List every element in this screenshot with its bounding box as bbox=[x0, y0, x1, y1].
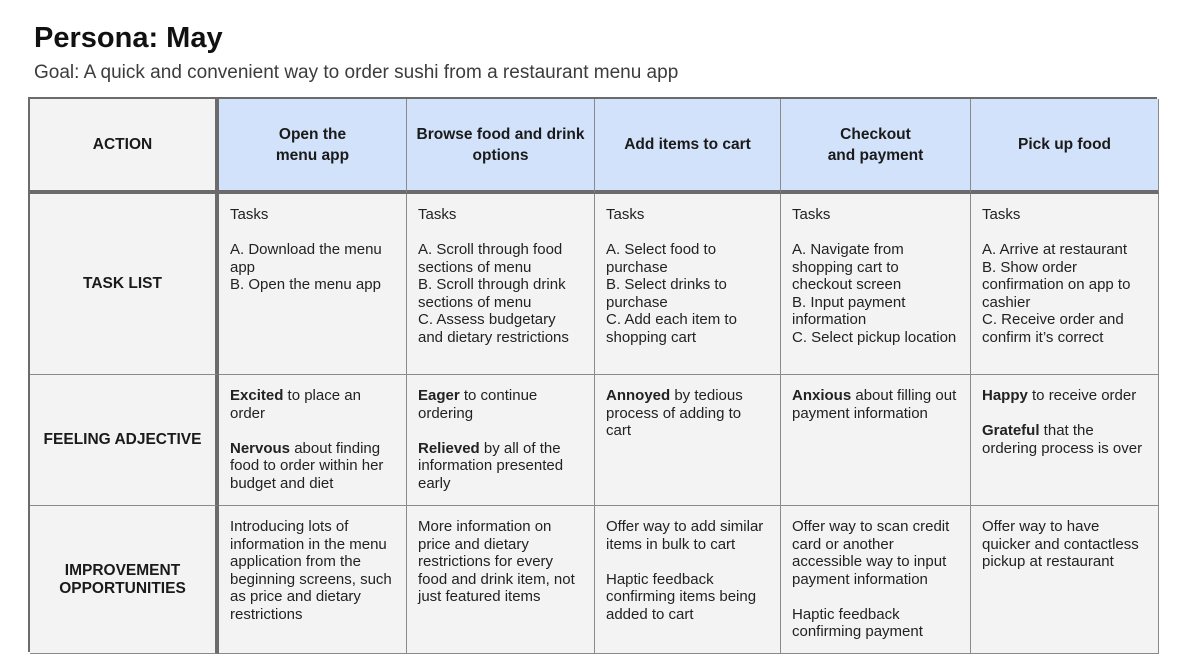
tasks-heading: Tasks bbox=[606, 206, 645, 223]
task-a: A. Arrive at restaurant bbox=[982, 241, 1128, 258]
column-header-checkout bbox=[781, 99, 971, 194]
task-b: B. Input payment information bbox=[792, 293, 906, 328]
feeling-word: Eager bbox=[418, 387, 460, 404]
column-header-line1: Add items to cart bbox=[624, 136, 751, 153]
column-header-line1: Pick up food bbox=[1018, 136, 1111, 153]
task-cell bbox=[971, 194, 1159, 375]
feeling-text: to receive order bbox=[1027, 387, 1137, 404]
improvement-text: More information on price and dietary restrictions for every food and drink item, not just featured items bbox=[418, 518, 575, 605]
task-b: B. Show order confirmation on app to cashier bbox=[982, 258, 1131, 311]
feeling-word: Nervous bbox=[230, 439, 291, 457]
improvement-cell bbox=[971, 506, 1159, 654]
task-cell bbox=[219, 194, 407, 375]
improvement-text: Introducing lots of information in the menu application from the beginning screens, such as price and dietary restrictions bbox=[230, 518, 392, 623]
tasks-heading: Tasks bbox=[230, 206, 269, 223]
column-header-add-to-cart bbox=[595, 99, 781, 194]
task-cell bbox=[407, 194, 595, 375]
feeling-text: about filling out payment information bbox=[792, 387, 957, 422]
feeling-text: by all of the information presented early bbox=[418, 439, 564, 492]
column-header-line2: and payment bbox=[827, 146, 924, 164]
task-c: C. Add each item to shopping cart bbox=[606, 311, 737, 346]
feeling-cell bbox=[595, 375, 781, 506]
feeling-cell bbox=[781, 375, 971, 506]
feeling-word: Excited bbox=[230, 387, 284, 404]
improvement-text-2: Haptic feedback confirming payment bbox=[792, 605, 923, 640]
column-header-browse bbox=[407, 99, 595, 194]
page-title: Persona: May bbox=[34, 22, 223, 54]
tasks-heading: Tasks bbox=[418, 206, 457, 223]
improvement-text: Offer way to scan credit card or another accessible way to input payment information bbox=[792, 518, 950, 588]
improvement-text: Offer way to have quicker and contactless pickup at restaurant bbox=[982, 518, 1139, 570]
feeling-word: Happy bbox=[982, 387, 1028, 404]
feeling-label: FEELING ADJECTIVE bbox=[43, 431, 202, 448]
task-a: A. Navigate from shopping cart to checkout screen bbox=[792, 241, 904, 293]
feeling-cell bbox=[971, 375, 1159, 506]
feeling-word: Anxious bbox=[792, 387, 852, 404]
feeling-cell bbox=[219, 375, 407, 506]
column-header-pickup bbox=[971, 99, 1159, 194]
journey-map-table bbox=[28, 97, 1157, 652]
improvement-cell bbox=[781, 506, 971, 654]
task-list-label: TASK LIST bbox=[83, 275, 162, 292]
task-b: B. Scroll through drink sections of menu bbox=[418, 276, 566, 311]
task-b: B. Open the menu app bbox=[230, 276, 381, 293]
feeling-text: about finding food to order within her budget and diet bbox=[230, 439, 384, 492]
task-cell bbox=[595, 194, 781, 375]
feeling-text: to place an order bbox=[230, 387, 361, 422]
improvement-cell bbox=[407, 506, 595, 654]
column-header-line1: Open the bbox=[278, 125, 347, 143]
column-header-line2: options bbox=[472, 146, 529, 164]
feeling-text: by tedious process of adding to cart bbox=[606, 387, 743, 439]
improvement-text: Offer way to add similar items in bulk to cart bbox=[606, 518, 764, 553]
feeling-word: Relieved bbox=[418, 439, 480, 457]
goal-text: Goal: A quick and convenient way to order sushi from a restaurant menu app bbox=[34, 62, 679, 83]
task-c: C. Assess budgetary and dietary restrictions bbox=[418, 311, 569, 346]
task-a: A. Download the menu app bbox=[230, 241, 382, 276]
action-label: ACTION bbox=[92, 135, 153, 153]
improvement-text-2: Haptic feedback confirming items being added to cart bbox=[606, 570, 757, 623]
column-header-open-app bbox=[219, 99, 407, 194]
task-a: A. Scroll through food sections of menu bbox=[418, 241, 563, 276]
improvement-label-line1: IMPROVEMENT bbox=[64, 561, 181, 579]
column-header-line1: Browse food and drink bbox=[416, 125, 585, 143]
row-header-task-list bbox=[30, 194, 219, 375]
tasks-heading: Tasks bbox=[792, 206, 831, 223]
feeling-text: that the ordering process is over bbox=[982, 422, 1143, 457]
task-a: A. Select food to purchase bbox=[606, 241, 717, 276]
column-header-line1: Checkout bbox=[840, 125, 911, 143]
task-b: B. Select drinks to purchase bbox=[606, 276, 727, 311]
row-header-improvement bbox=[30, 506, 219, 654]
feeling-text: to continue ordering bbox=[418, 387, 538, 422]
feeling-word: Grateful bbox=[982, 422, 1040, 439]
task-cell bbox=[781, 194, 971, 375]
row-header-feeling bbox=[30, 375, 219, 506]
feeling-word: Annoyed bbox=[606, 387, 671, 404]
tasks-heading: Tasks bbox=[982, 206, 1021, 223]
improvement-cell bbox=[219, 506, 407, 654]
task-c: C. Select pickup location bbox=[792, 328, 957, 346]
column-header-line2: menu app bbox=[275, 146, 350, 164]
task-c: C. Receive order and confirm it’s correct bbox=[982, 311, 1124, 346]
improvement-label-line2: OPPORTUNITIES bbox=[59, 579, 186, 597]
improvement-cell bbox=[595, 506, 781, 654]
row-header-action bbox=[30, 99, 219, 194]
feeling-cell bbox=[407, 375, 595, 506]
